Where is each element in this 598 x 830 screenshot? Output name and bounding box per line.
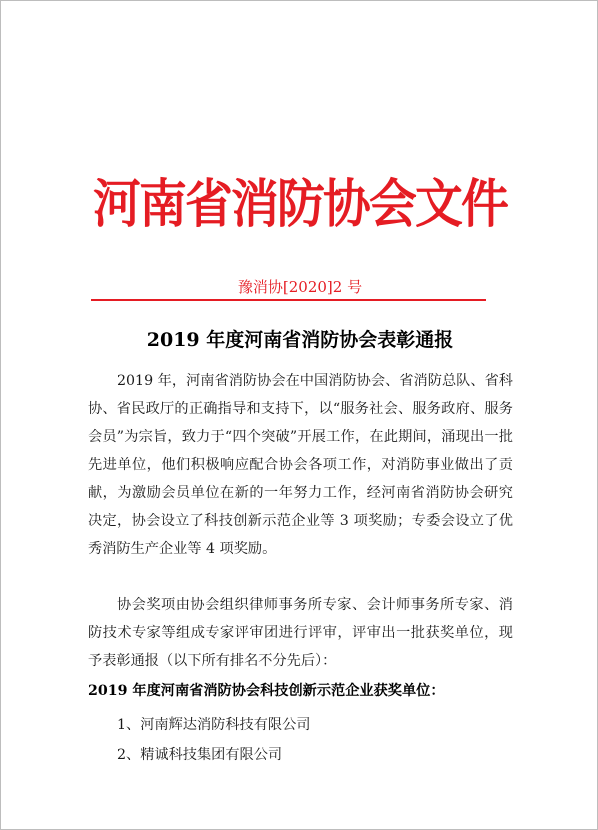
header-divider (91, 299, 486, 301)
body-paragraph-2: 协会奖项由协会组织律师事务所专家、会计师事务所专家、消防技术专家等组成专家评审团进行评审，评审出一批获奖单位，现予表彰通报（以下所有排名不分先后）： (88, 597, 513, 669)
notice-title: 2019 年度河南省消防协会表彰通报 (146, 329, 454, 351)
section-heading: 2019 年度河南省消防协会科技创新示范企业获奖单位： (88, 683, 445, 699)
body-paragraph-1: 2019 年，河南省消防协会在中国消防协会、省消防总队、省科协、省民政厅的正确指导和支持下，以“服务社会、服务政府、服务会员”为宗旨，致力于“四个突破”开展工作，在此期间，涌现出一批先进单位，他们积极响应配合协会各项工作，对消防事业做出了贡献，为激励会员单位在新的一年努力工作，经河南省消防协会研究决定，协会设立了科技创新示范企业等 3 项奖励；专委会设立了优秀消防生产企业等 4 项奖励。 (88, 373, 513, 557)
list-item: 2、精诚科技集团有限公司 (117, 747, 283, 763)
document-number: 豫消协[2020]2 号 (237, 278, 363, 296)
list-item: 1、河南辉达消防科技有限公司 (117, 717, 311, 733)
header-title: 河南省消防协会文件 (92, 175, 508, 235)
